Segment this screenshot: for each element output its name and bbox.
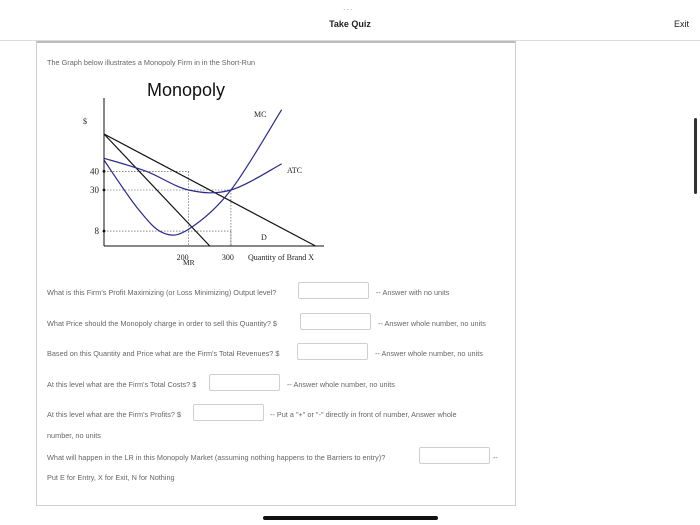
chart-title: Monopoly — [147, 80, 226, 100]
question-4-hint: -- Answer whole number, no units — [287, 380, 395, 389]
question-6-hint: -- — [493, 453, 498, 462]
y-tick-dot-30 — [103, 189, 106, 192]
question-2-hint: -- Answer whole number, no units — [378, 319, 486, 328]
question-6-input[interactable] — [419, 447, 490, 464]
question-1-hint: -- Answer with no units — [376, 288, 450, 297]
intro-text: The Graph below illustrates a Monopoly Firm in in the Short-Run — [47, 58, 256, 67]
question-6-label: What will happen in the LR in this Monopoly Market (assuming nothing happens to the Barriers to entry)? — [47, 453, 386, 462]
series-mc-line — [104, 110, 282, 235]
y-tick-dot-40 — [103, 170, 106, 173]
y-tick-8: 8 — [94, 226, 99, 237]
question-2-input[interactable] — [300, 313, 371, 330]
mr-label: MR — [183, 258, 195, 267]
series-atc-line — [104, 158, 282, 193]
chart-labels — [83, 110, 314, 267]
question-5-hint: -- Put a "+" or "-" directly in front of number, Answer whole — [270, 410, 457, 419]
x-tick-300: 300 — [221, 253, 234, 262]
more-dots-icon[interactable]: ... — [343, 2, 354, 12]
question-5-label: At this level what are the Firm's Profits? $ — [47, 410, 182, 419]
question-5-hint-continued: number, no units — [47, 431, 101, 440]
question-5-input[interactable] — [193, 404, 264, 421]
y-tick-40: 40 — [90, 166, 99, 177]
question-4-label: At this level what are the Firm's Total Costs? $ — [47, 380, 197, 389]
question-3-input[interactable] — [297, 343, 368, 360]
page-title: Take Quiz — [329, 19, 371, 29]
series-d-line — [104, 134, 316, 246]
home-indicator — [263, 516, 438, 520]
y-axis-label: $ — [83, 117, 87, 126]
question-3-hint: -- Answer whole number, no units — [375, 349, 483, 358]
y-tick-dot-8 — [103, 230, 106, 233]
x-tick-200: 200 — [176, 253, 189, 262]
question-2-label: What Price should the Monopoly charge in order to sell this Quantity? $ — [47, 319, 277, 328]
atc-label: ATC — [287, 166, 303, 175]
question-6-hint-continued: Put E for Entry, X for Exit, N for Nothing — [47, 473, 175, 482]
question-3-label: Based on this Quantity and Price what are the Firm's Total Revenues? $ — [47, 349, 280, 358]
d-label: D — [261, 233, 267, 242]
chart-lines — [104, 110, 316, 246]
question-1-label: What is this Firm's Profit Maximizing (or Loss Minimizing) Output level? — [47, 288, 277, 297]
question-1-input[interactable] — [298, 282, 369, 299]
y-tick-30: 30 — [90, 185, 99, 195]
question-4-input[interactable] — [209, 374, 280, 391]
x-axis-label: Quantity of Brand X — [248, 253, 314, 262]
exit-button[interactable]: Exit — [673, 19, 689, 29]
mc-label: MC — [254, 110, 267, 119]
